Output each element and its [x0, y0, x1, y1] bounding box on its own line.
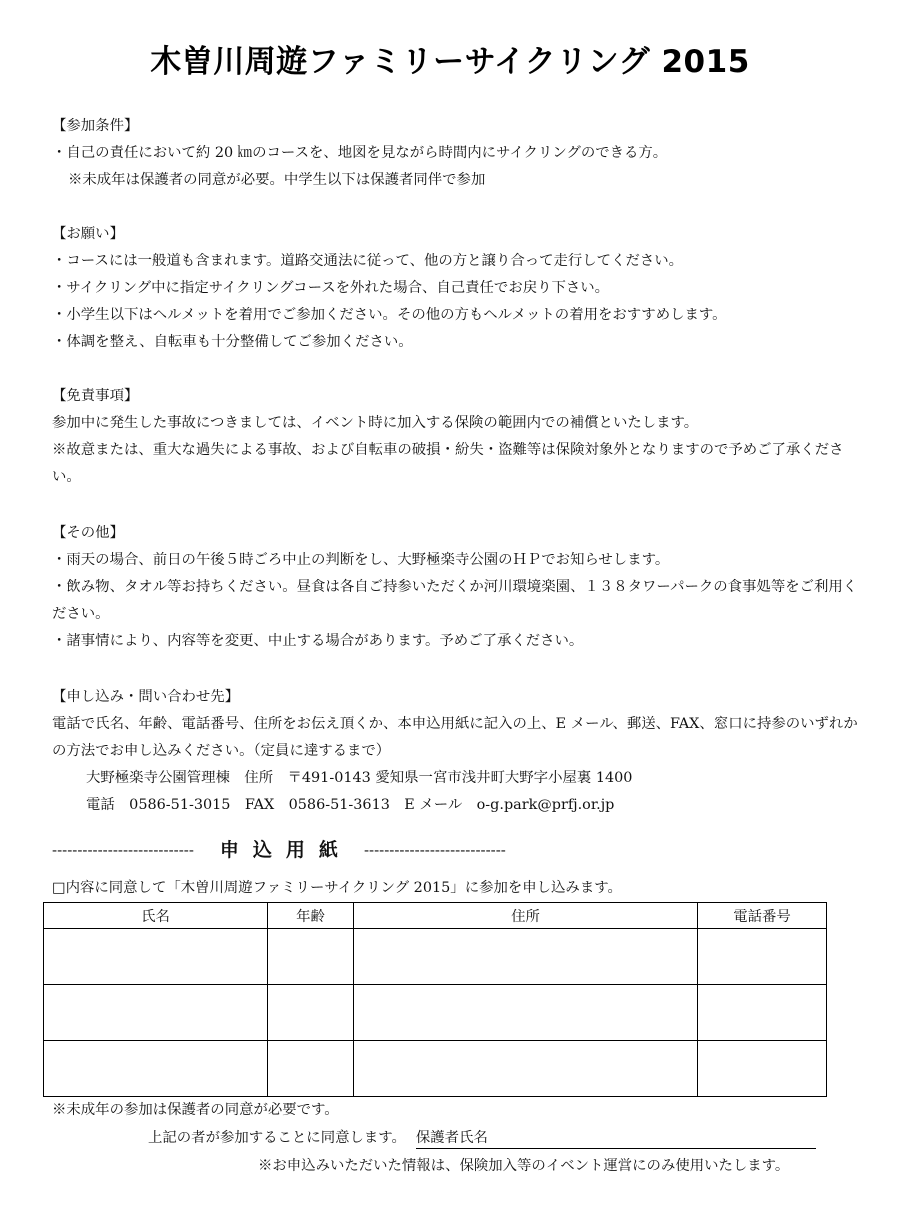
condition-note: ※未成年は保護者の同意が必要。中学生以下は保護者同伴で参加: [68, 172, 486, 188]
application-table: [43, 902, 827, 1097]
other-item: ・飲み物、タオル等お持ちください。昼食は各自ご持参いただくか河川環境楽園、１３８タワーパークの食事処等をご利用ください。: [52, 579, 858, 622]
guardian-name-field[interactable]: [416, 1128, 816, 1149]
contact-phone: 電話 0586-51-3015 FAX 0586-51-3613 E メール o-g.park@prfj.or.jp: [86, 797, 615, 813]
age-cell[interactable]: [268, 1041, 354, 1097]
column-header-name: 氏名: [44, 903, 268, 929]
table-row: [44, 1041, 827, 1097]
section-heading: 【参加条件】: [52, 118, 139, 134]
disclaimer-exclusion: ※故意または、重大な過失による事故、および自転車の破損・紛失・盗難等は保険対象外となりますので予めご了承ください。: [52, 442, 844, 485]
other-item: ・諸事情により、内容等を変更、中止する場合があります。予めご了承ください。: [52, 633, 584, 649]
divider-dashes-right: ----------------------------: [363, 841, 506, 859]
phone-cell[interactable]: [698, 1041, 827, 1097]
guardian-consent-text: 上記の者が参加することに同意します。: [148, 1130, 406, 1146]
column-header-phone: 電話番号: [698, 903, 827, 929]
name-cell[interactable]: [44, 985, 268, 1041]
request-item: ・小学生以下はヘルメットを着用でご参加ください。その他の方もヘルメットの着用をおすすめします。: [52, 307, 727, 323]
section-heading: 【申し込み・問い合わせ先】: [52, 689, 240, 705]
contact-address: 大野極楽寺公園管理棟 住所 〒491-0143 愛知県一宮市浅井町大野字小屋裏 1400: [86, 770, 633, 786]
form-divider: [52, 836, 832, 862]
condition-line: ・自己の責任において約 20 ㎞のコースを、地図を見ながら時間内にサイクリングのできる方。: [52, 145, 668, 161]
name-cell[interactable]: [44, 929, 268, 985]
contact-instructions: 電話で氏名、年齢、電話番号、住所をお伝え頂くか、本申込用紙に記入の上、E メール、郵送、FAX、窓口に持参のいずれかの方法でお申し込みください。（定員に達するまで）: [52, 716, 858, 759]
minor-consent-note: ※未成年の参加は保護者の同意が必要です。: [52, 1102, 339, 1118]
address-cell[interactable]: [354, 929, 698, 985]
phone-cell[interactable]: [698, 929, 827, 985]
page-title: 木曽川周遊ファミリーサイクリング 2015: [150, 44, 750, 80]
request-item: ・体調を整え、自転車も十分整備してご参加ください。: [52, 334, 413, 350]
age-cell[interactable]: [268, 929, 354, 985]
address-cell[interactable]: [354, 1041, 698, 1097]
section-heading: 【免責事項】: [52, 388, 139, 404]
column-header-address: 住所: [354, 903, 698, 929]
agreement-checkbox-label[interactable]: □内容に同意して「木曽川周遊ファミリーサイクリング 2015」に参加を申し込みます。: [52, 880, 622, 896]
table-row: [44, 985, 827, 1041]
privacy-note: ※お申込みいただいた情報は、保険加入等のイベント運営にのみ使用いたします。: [258, 1158, 790, 1174]
section-conditions: [52, 113, 862, 194]
request-item: ・サイクリング中に指定サイクリングコースを外れた場合、自己責任でお戻り下さい。: [52, 280, 610, 296]
form-section-label: 申込用紙: [219, 839, 352, 861]
disclaimer-text: 参加中に発生した事故につきましては、イベント時に加入する保険の範囲内での補償といたします。: [52, 415, 699, 431]
guardian-consent: [148, 1128, 816, 1149]
other-item: ・雨天の場合、前日の午後５時ごろ中止の判断をし、大野極楽寺公園のＨＰでお知らせします。: [52, 552, 670, 568]
table-header-row: [44, 903, 827, 929]
section-contact: [52, 684, 862, 819]
table-row: [44, 929, 827, 985]
divider-dashes-left: ----------------------------: [52, 841, 194, 859]
age-cell[interactable]: [268, 985, 354, 1041]
section-other: [52, 520, 862, 655]
section-requests: [52, 221, 862, 356]
section-heading: 【その他】: [52, 525, 124, 541]
section-heading: 【お願い】: [52, 226, 124, 242]
name-cell[interactable]: [44, 1041, 268, 1097]
address-cell[interactable]: [354, 985, 698, 1041]
column-header-age: 年齢: [268, 903, 354, 929]
request-item: ・コースには一般道も含まれます。道路交通法に従って、他の方と譲り合って走行してください。: [52, 253, 684, 269]
guardian-name-label: 保護者氏名: [415, 1130, 488, 1146]
phone-cell[interactable]: [698, 985, 827, 1041]
section-disclaimer: [52, 383, 862, 491]
